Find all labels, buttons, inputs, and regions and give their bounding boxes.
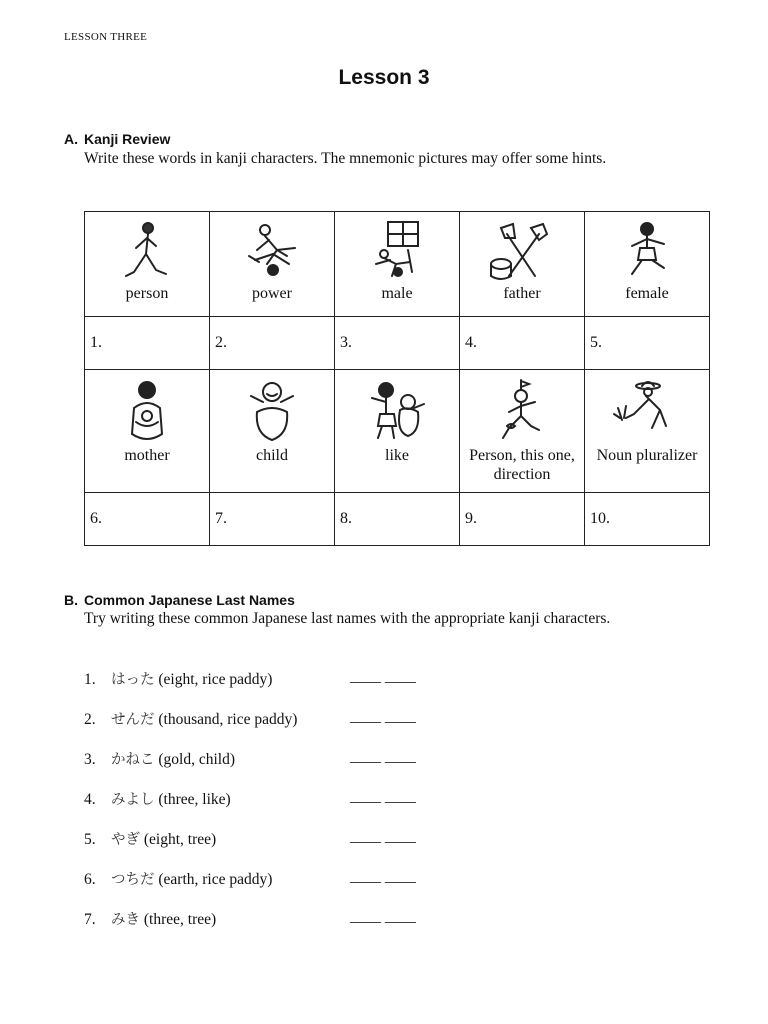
- boy-flag-icon: [487, 378, 557, 446]
- picture-cell: [585, 212, 710, 317]
- answer-cell[interactable]: [585, 317, 710, 370]
- item-number: 6.: [84, 871, 96, 888]
- picture-cell: [210, 212, 335, 317]
- cell-label: father: [503, 285, 541, 302]
- kanji-review-table: [84, 211, 710, 546]
- item-gloss: (gold, child): [158, 751, 235, 768]
- answer-cell[interactable]: [85, 317, 210, 370]
- person-walking-icon: [112, 220, 182, 284]
- item-gloss: (thousand, rice paddy): [158, 711, 298, 728]
- answer-blank[interactable]: ____ ____: [350, 908, 416, 925]
- answer-blank[interactable]: ____ ____: [350, 708, 416, 725]
- item-kana: つちだ: [111, 872, 155, 888]
- picture-cell: [210, 370, 335, 493]
- answer-blank[interactable]: ____ ____: [350, 828, 416, 845]
- section-a-heading: [64, 131, 170, 147]
- running-head: LESSON THREE: [64, 31, 148, 43]
- crossed-axes-icon: [487, 220, 557, 284]
- girl-running-icon: [612, 220, 682, 284]
- woman-child-icon: [362, 378, 432, 446]
- item-kana: せんだ: [111, 712, 155, 728]
- section-a-instruction: Write these words in kanji characters. The mnemonic pictures may offer some hints.: [84, 150, 607, 167]
- answer-cell[interactable]: [460, 493, 585, 546]
- item-number: 7.: [84, 911, 96, 928]
- answer-number: 8.: [340, 510, 352, 527]
- list-item: [84, 868, 416, 908]
- farmer-bending-icon: [612, 378, 682, 446]
- page-title: Lesson 3: [338, 66, 430, 89]
- picture-cell: [460, 370, 585, 493]
- section-a-letter: A.: [64, 131, 78, 147]
- child-icon: [237, 378, 307, 446]
- answer-row-2: [85, 493, 710, 546]
- answer-blank[interactable]: ____ ____: [350, 868, 416, 885]
- item-kana: みよし: [111, 792, 155, 808]
- answer-cell[interactable]: [460, 317, 585, 370]
- list-item: [84, 828, 416, 868]
- wrestlers-icon: [237, 220, 307, 284]
- list-item: [84, 748, 416, 788]
- item-kana: やぎ: [111, 832, 140, 848]
- answer-number: 6.: [90, 510, 102, 527]
- cell-label: child: [256, 447, 288, 464]
- list-item: [84, 908, 416, 948]
- cell-label: Person, this one, direction: [469, 447, 575, 483]
- answer-blank[interactable]: ____ ____: [350, 748, 416, 765]
- answer-blank[interactable]: ____ ____: [350, 788, 416, 805]
- picture-cell: [85, 370, 210, 493]
- picture-cell: [335, 370, 460, 493]
- answer-row-1: [85, 317, 710, 370]
- picture-row-2: [85, 370, 710, 493]
- list-item: [84, 708, 416, 748]
- item-number: 3.: [84, 751, 96, 768]
- man-field-icon: [362, 220, 432, 284]
- item-number: 1.: [84, 671, 96, 688]
- cell-label: power: [252, 285, 292, 302]
- answer-number: 10.: [590, 510, 610, 527]
- item-number: 4.: [84, 791, 96, 808]
- list-item: [84, 788, 416, 828]
- picture-row-1: [85, 212, 710, 317]
- answer-number: 3.: [340, 334, 352, 351]
- last-names-list: [84, 668, 416, 948]
- answer-cell[interactable]: [585, 493, 710, 546]
- item-number: 5.: [84, 831, 96, 848]
- mother-baby-icon: [112, 378, 182, 446]
- answer-number: 2.: [215, 334, 227, 351]
- item-kana: みき: [111, 912, 140, 928]
- item-gloss: (eight, tree): [143, 831, 217, 848]
- picture-cell: [85, 212, 210, 317]
- answer-number: 7.: [215, 510, 227, 527]
- item-gloss: (three, like): [158, 791, 231, 808]
- answer-cell[interactable]: [85, 493, 210, 546]
- answer-number: 9.: [465, 510, 477, 527]
- item-gloss: (earth, rice paddy): [158, 871, 273, 888]
- section-b-letter: B.: [64, 592, 78, 608]
- section-b-title: Common Japanese Last Names: [84, 592, 295, 608]
- picture-cell: [335, 212, 460, 317]
- cell-label: like: [385, 447, 409, 464]
- item-number: 2.: [84, 711, 96, 728]
- answer-cell[interactable]: [210, 493, 335, 546]
- answer-number: 1.: [90, 334, 102, 351]
- cell-label: male: [381, 285, 413, 302]
- item-gloss: (three, tree): [143, 911, 217, 928]
- answer-number: 5.: [590, 334, 602, 351]
- answer-cell[interactable]: [335, 493, 460, 546]
- item-kana: はった: [111, 672, 155, 688]
- picture-cell: [460, 212, 585, 317]
- cell-label: Noun pluralizer: [596, 447, 698, 464]
- item-gloss: (eight, rice paddy): [158, 671, 273, 688]
- section-a-title: Kanji Review: [84, 131, 171, 147]
- section-b-instruction: Try writing these common Japanese last names with the appropriate kanji characters.: [84, 610, 611, 627]
- cell-label: female: [625, 285, 669, 302]
- answer-cell[interactable]: [210, 317, 335, 370]
- picture-cell: [585, 370, 710, 493]
- cell-label: mother: [124, 447, 170, 464]
- answer-blank[interactable]: ____ ____: [350, 668, 416, 685]
- answer-number: 4.: [465, 334, 477, 351]
- list-item: [84, 668, 416, 708]
- section-b-heading: [64, 592, 295, 608]
- item-kana: かねこ: [111, 752, 155, 768]
- answer-cell[interactable]: [335, 317, 460, 370]
- cell-label: person: [125, 285, 169, 302]
